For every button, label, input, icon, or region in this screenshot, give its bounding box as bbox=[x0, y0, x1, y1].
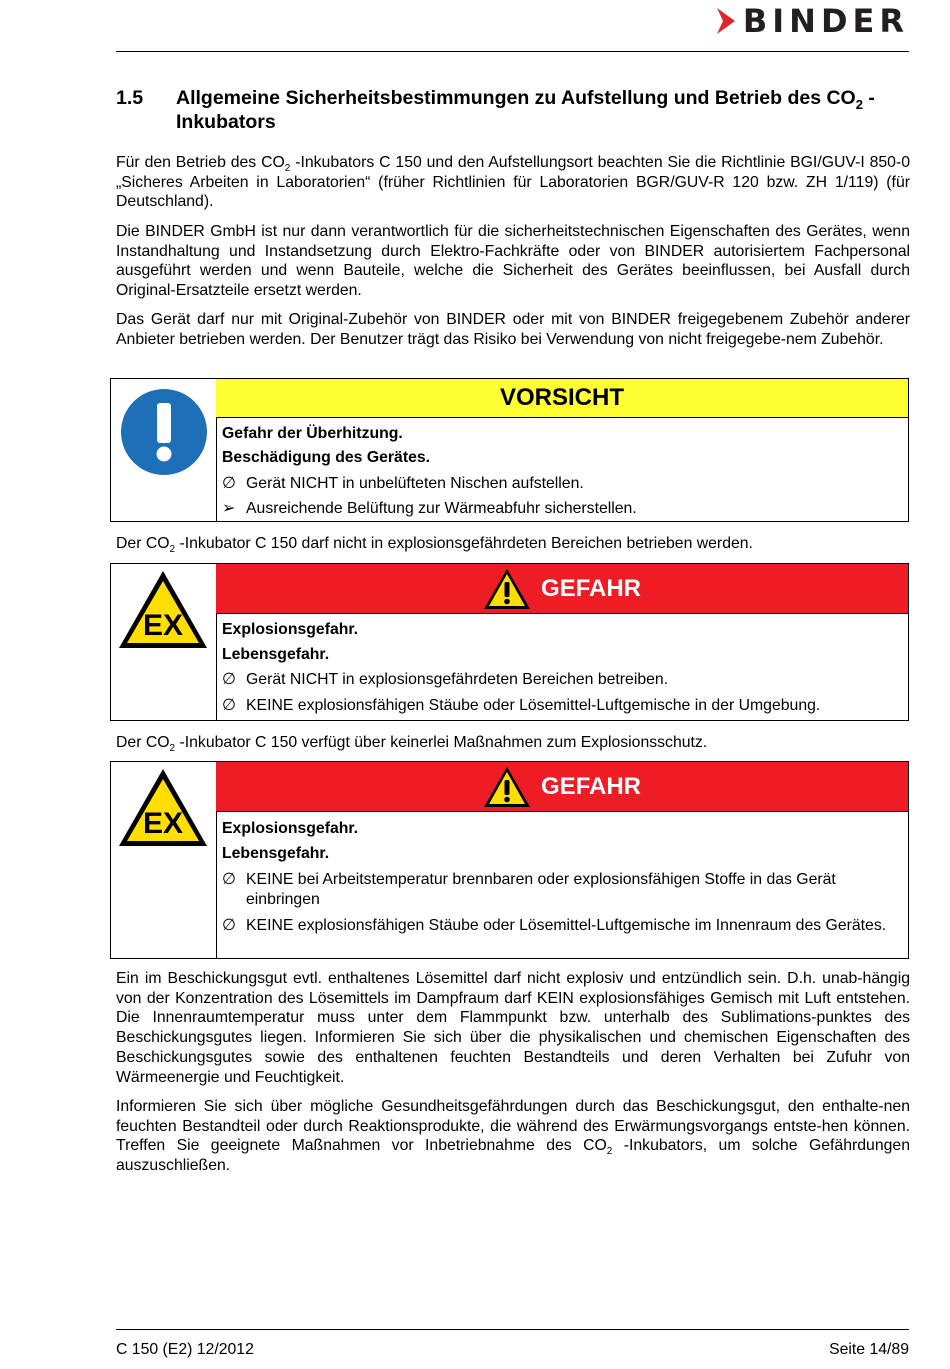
footer-document-id: C 150 (E2) 12/2012 bbox=[116, 1341, 254, 1358]
paragraph-solvents: Ein im Beschickungsgut evtl. enthaltenes Lösemittel darf nicht explosiv und entzündlich sein. D.h. unab-hängig von der Konzentration des Lösemittels im Dampfraum darf KEIN explosionsfähiges Gemisch mit Luft entstehen. Die Innenraumtemperatur muss unter dem Flammpunkt bzw. unterhalb des Sublimations-punktes des Beschickungsgutes liegen. Informieren Sie sich über die physikalischen und chemischen Eigenschaften des Beschickungsgutes sowie des enthaltenen feuchten Bestandteils und deren Verhalten bei Zufuhr von Wärmeenergie und Feuchtigkeit. bbox=[116, 970, 910, 1086]
danger-line: Explosionsgefahr. bbox=[222, 621, 359, 638]
section-number: 1.5 bbox=[116, 87, 144, 109]
danger-icon-cell bbox=[111, 564, 217, 720]
binder-logo bbox=[715, 4, 909, 38]
caution-icon-cell bbox=[111, 379, 217, 521]
explosion-hazard-icon bbox=[117, 767, 209, 849]
danger-item-text: Gerät NICHT in explosionsgefährdeten Bereichen betreiben. bbox=[246, 671, 669, 688]
danger-item bbox=[222, 870, 900, 910]
caution-item-text: Gerät NICHT in unbelüfteten Nischen aufstellen. bbox=[246, 475, 584, 492]
paragraph-explosion-protection: Der $CO_2$ -Inkubator C 150 verfügt über keinerlei Maßnahmen zum Explosionsschutz. bbox=[116, 734, 708, 755]
paragraph-accessories: Das Gerät darf nur mit Original-Zubehör von BINDER oder mit von BINDER freigegebenem Zubehör anderer Anbieter betrieben werden. Der Benutzer trägt das Risiko bei Verwendung von nicht freigegebe-nem Zubehör. bbox=[116, 311, 910, 348]
danger-item bbox=[222, 670, 900, 690]
danger-content bbox=[222, 819, 900, 936]
prohibition-symbol: ∅ bbox=[222, 671, 236, 688]
section-title: Allgemeine Sicherheitsbestimmungen zu Aufstellung und Betrieb des $CO_2$ - Inkubators bbox=[176, 87, 875, 133]
warning-triangle-icon bbox=[483, 568, 531, 610]
svg-text:EX: EX bbox=[142, 609, 184, 642]
brand-name: BINDER bbox=[742, 2, 909, 40]
danger-box-2 bbox=[110, 761, 909, 959]
caution-box bbox=[110, 378, 909, 522]
header-rule bbox=[116, 51, 909, 52]
prohibition-symbol: ∅ bbox=[222, 697, 236, 714]
prohibition-symbol: ∅ bbox=[222, 917, 236, 934]
danger-item-text: KEINE explosionsfähigen Stäube oder Lösemittel-Luftgemische im Innenraum des Gerätes. bbox=[246, 917, 887, 934]
svg-text:EX: EX bbox=[142, 807, 184, 840]
danger-line: Lebensgefahr. bbox=[222, 845, 330, 862]
danger-line: Explosionsgefahr. bbox=[222, 820, 359, 837]
caution-signal-word: VORSICHT bbox=[499, 384, 624, 411]
danger-signal-word: GEFAHR bbox=[540, 574, 641, 602]
danger-header bbox=[216, 564, 908, 614]
danger-line: Lebensgefahr. bbox=[222, 646, 330, 663]
caution-item-text: Ausreichende Belüftung zur Wärmeabfuhr sicherstellen. bbox=[246, 500, 637, 517]
caution-header bbox=[216, 379, 908, 418]
warning-triangle-icon bbox=[483, 766, 531, 808]
caution-content bbox=[222, 424, 900, 519]
danger-icon-cell bbox=[111, 762, 217, 958]
paragraph-health-hazards: Informieren Sie sich über mögliche Gesundheitsgefährdungen durch das Beschickungsgut, den enthalte-nen feuchten Bestandteil oder durch Reaktionsprodukte, die während des Erwärmungsvorgangs entste-hen können. Treffen Sie geeignete Maßnahmen vor Inbetriebnahme des $CO_2$ -Inkubators, um solche Gefährdungen auszuschließen. bbox=[116, 1098, 910, 1175]
danger-signal-word: GEFAHR bbox=[540, 772, 641, 800]
footer-page-number: Seite 14/89 bbox=[829, 1341, 909, 1358]
danger-item bbox=[222, 916, 900, 936]
danger-header bbox=[216, 762, 908, 812]
explosion-hazard-icon bbox=[117, 569, 209, 651]
danger-box-1 bbox=[110, 563, 909, 721]
prohibition-symbol: ∅ bbox=[222, 475, 236, 492]
mandatory-action-icon bbox=[118, 386, 210, 478]
danger-item bbox=[222, 696, 900, 716]
footer-rule bbox=[116, 1329, 909, 1330]
danger-item-text: KEINE bei Arbeitstemperatur brennbaren oder explosionsfähigen Stoffe in das Gerät einbringen bbox=[246, 871, 836, 908]
caution-line: Gefahr der Überhitzung. bbox=[222, 425, 403, 442]
prohibition-symbol: ∅ bbox=[222, 871, 236, 888]
caution-line: Beschädigung des Gerätes. bbox=[222, 449, 431, 466]
caution-item bbox=[222, 499, 900, 519]
danger-item-text: KEINE explosionsfähigen Stäube oder Lösemittel-Luftgemische in der Umgebung. bbox=[246, 697, 821, 714]
binder-logo-mark-icon bbox=[715, 6, 737, 36]
paragraph-responsibility: Die BINDER GmbH ist nur dann verantwortlich für die sicherheitstechnischen Eigenschaften des Gerätes, wenn Instandhaltung und Instandsetzung durch Elektro-Fachkräfte oder von BINDER autorisiertem Fachpersonal ausgeführt werden und wenn Bauteile, welche die Sicherheit des Gerätes beeinflussen, bei Ausfall durch Original-Ersatzteile ersetzt werden. bbox=[116, 223, 910, 300]
arrow-bullet-symbol: ➢ bbox=[222, 500, 236, 517]
paragraph-explosion-areas: Der $CO_2$ -Inkubator C 150 darf nicht in explosionsgefährdeten Bereichen betrieben werden. bbox=[116, 535, 753, 556]
paragraph-guideline: Für den Betrieb des $CO_2$ -Inkubators C 150 und den Aufstellungsort beachten Sie die Richtlinie BGI/GUV-I 850-0 „Sicheres Arbeiten in Laboratorien“ (früher Richtlinien für Laboratorien BGR/GUV-R 120 bzw. ZH 1/119) (für Deutschland). bbox=[116, 154, 910, 211]
danger-content bbox=[222, 620, 900, 716]
caution-item bbox=[222, 474, 900, 494]
